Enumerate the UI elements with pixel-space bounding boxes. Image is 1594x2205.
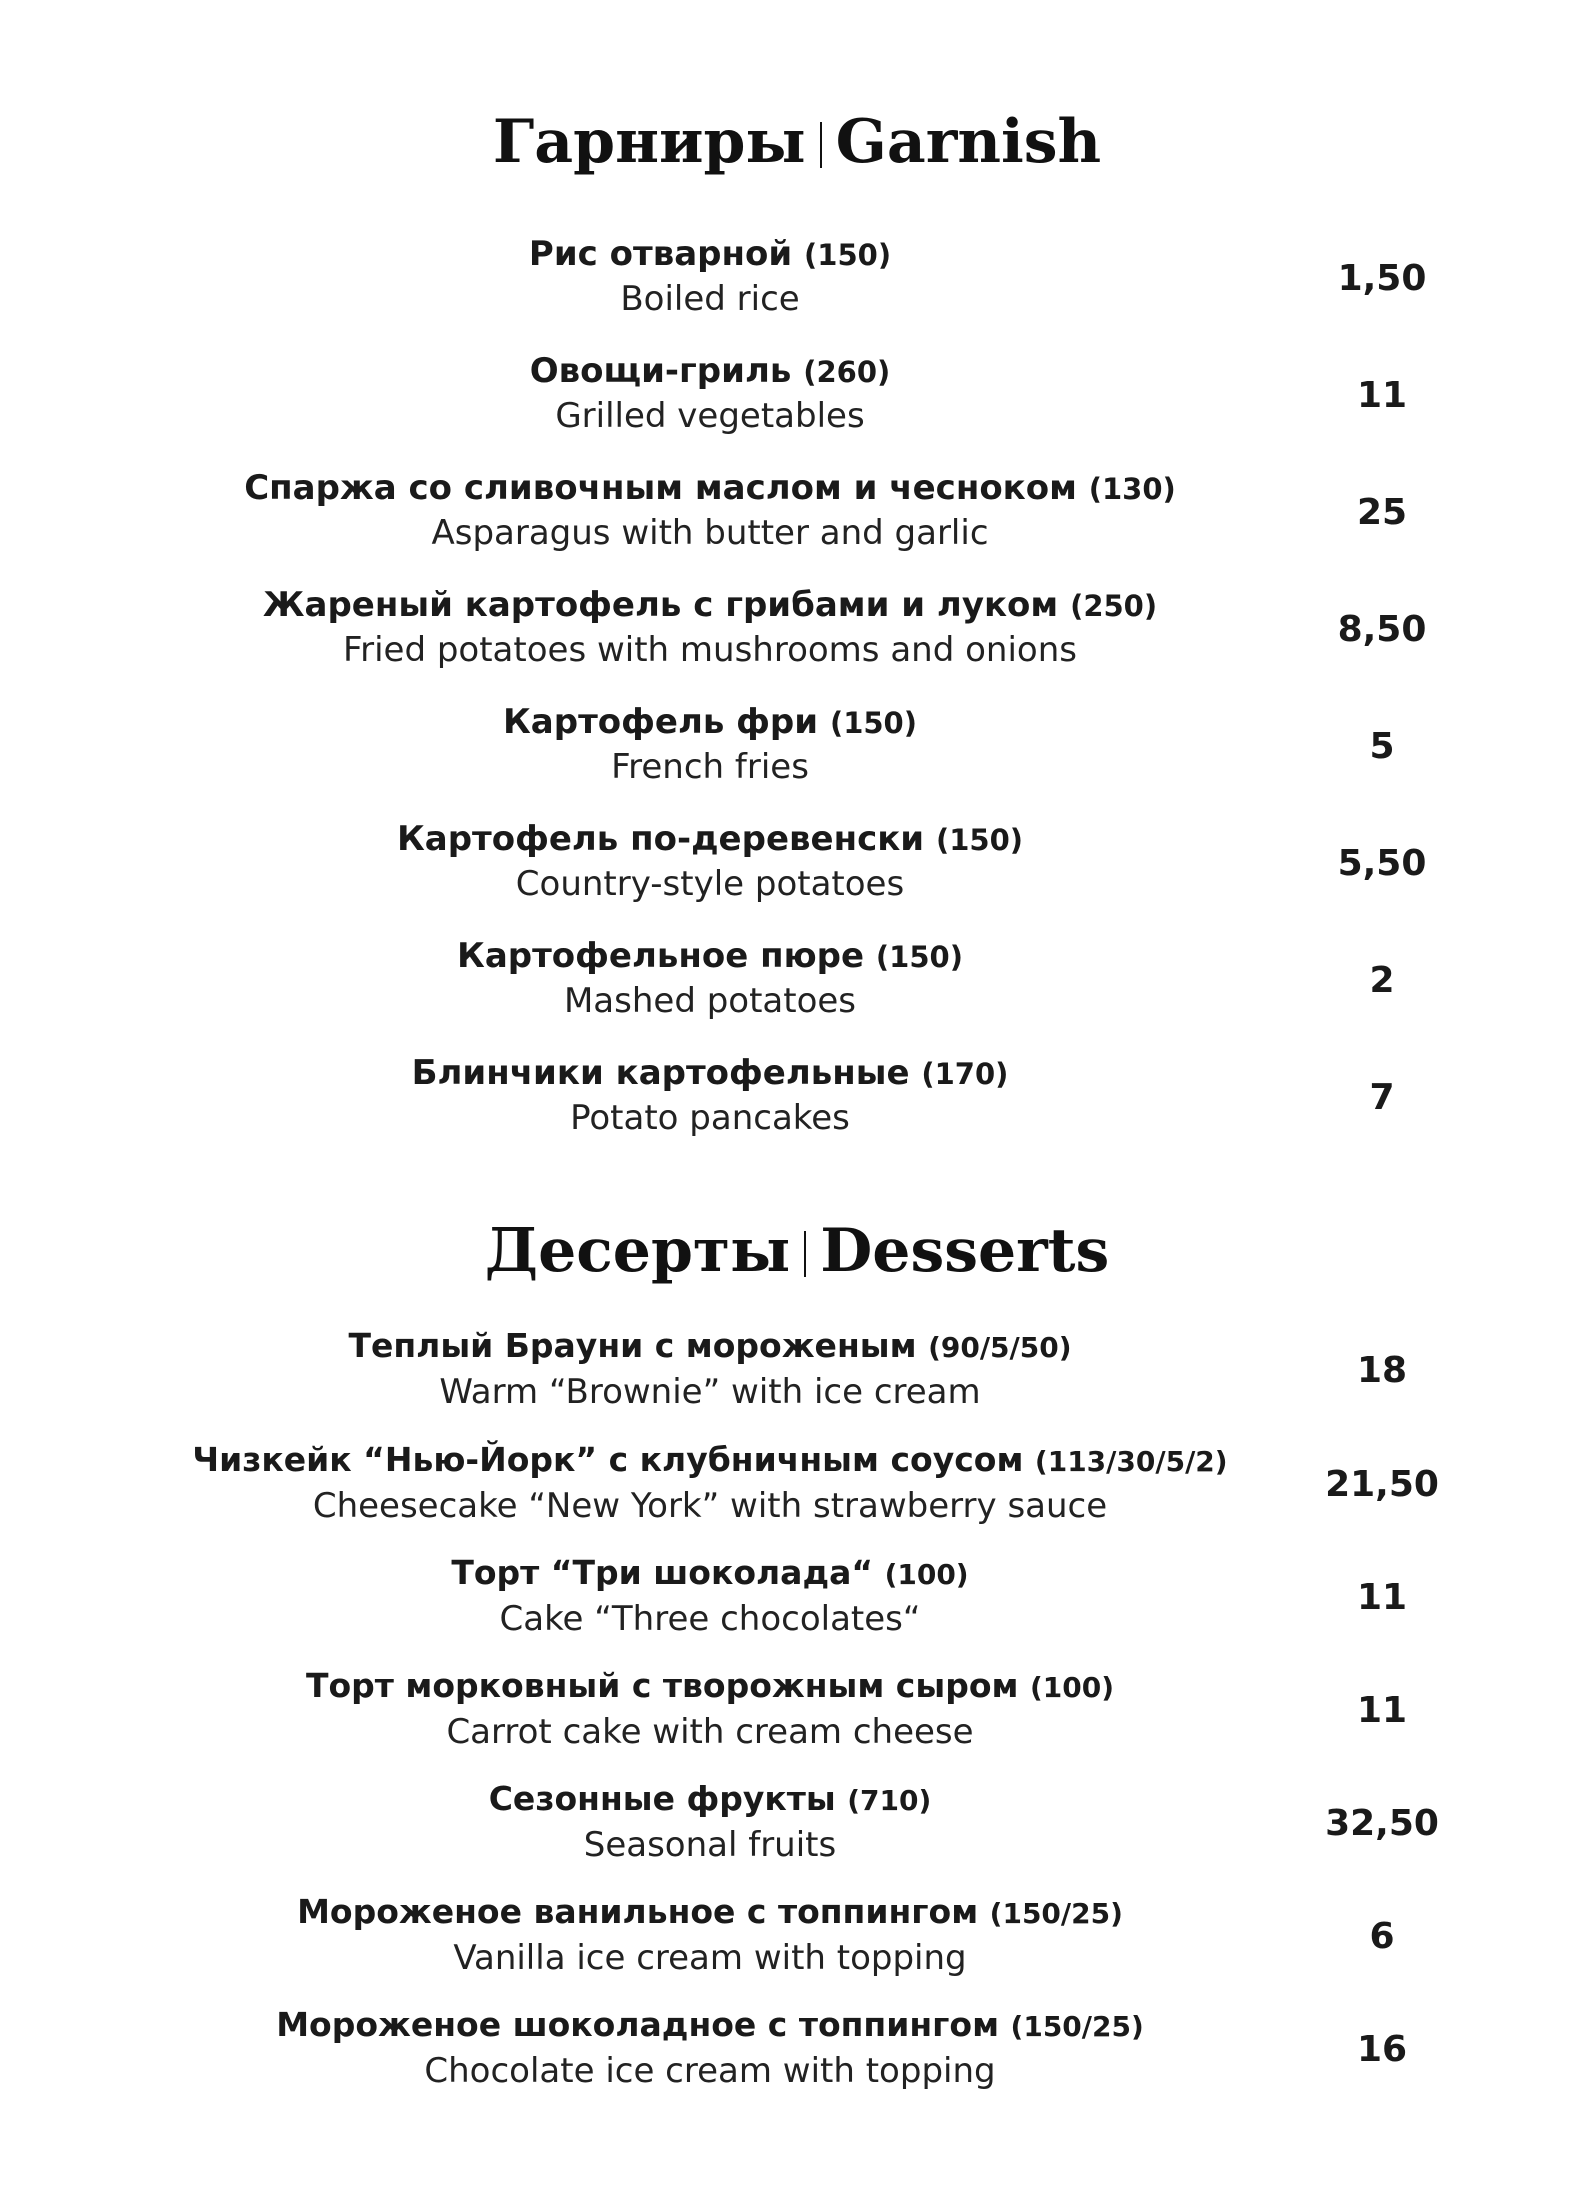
item-price: 8,50 (1337, 609, 1427, 650)
item-name-en: French fries (611, 747, 809, 787)
item-price: 21,50 (1325, 1464, 1439, 1505)
menu-item (0, 1438, 1594, 1534)
item-price: 32,50 (1325, 1803, 1439, 1844)
menu-item (0, 700, 1594, 796)
item-name-ru: Чизкейк “Нью-Йорк” с клубничным соусом (113/30/5/2) (192, 1440, 1228, 1479)
title-separator (804, 1231, 806, 1277)
item-price: 11 (1356, 1690, 1408, 1731)
item-price: 5,50 (1337, 843, 1427, 884)
item-name-en: Mashed potatoes (563, 981, 857, 1021)
item-name-en: Seasonal fruits (583, 1825, 837, 1865)
menu-item (0, 1890, 1594, 1986)
item-weight: (100) (884, 1558, 969, 1591)
item-name-ru: Рис отварной (150) (528, 234, 892, 274)
menu-item (0, 583, 1594, 679)
item-name-en: Chocolate ice cream with topping (424, 2051, 996, 2091)
item-name-en: Vanilla ice cream with topping (453, 1938, 967, 1978)
desserts-title-en: Desserts (820, 1216, 1110, 1286)
item-weight: (710) (847, 1784, 932, 1817)
item-weight: (260) (803, 355, 891, 389)
item-price: 7 (1369, 1077, 1395, 1118)
item-name-en: Carrot cake with cream cheese (446, 1712, 974, 1752)
item-name-ru: Блинчики картофельные (170) (411, 1053, 1009, 1093)
item-weight: (90/5/50) (928, 1331, 1072, 1364)
item-name-en: Potato pancakes (570, 1098, 850, 1138)
menu-item (0, 1324, 1594, 1420)
item-price: 6 (1369, 1916, 1395, 1957)
item-weight: (113/30/5/2) (1034, 1445, 1228, 1478)
item-name-ru: Торт морковный с творожным сыром (100) (305, 1666, 1115, 1705)
item-weight: (150/25) (1010, 2010, 1144, 2043)
item-price: 18 (1356, 1350, 1408, 1391)
item-name-en: Boiled rice (620, 279, 800, 319)
item-name-ru: Спаржа со сливочным маслом и чесноком (130) (244, 468, 1176, 508)
item-weight: (150/25) (989, 1897, 1123, 1930)
item-name-en: Grilled vegetables (555, 396, 865, 436)
item-name-en: Asparagus with butter and garlic (431, 513, 989, 553)
menu-item (0, 2003, 1594, 2099)
item-weight: (170) (921, 1057, 1009, 1091)
item-name-ru: Картофель по-деревенски (150) (396, 819, 1024, 859)
item-name-en: Warm “Brownie” with ice cream (439, 1372, 981, 1412)
item-price: 5 (1369, 726, 1395, 767)
item-name-ru: Сезонные фрукты (710) (488, 1779, 932, 1818)
item-name-ru: Мороженое шоколадное с топпингом (150/25) (276, 2005, 1144, 2044)
item-name-en: Fried potatoes with mushrooms and onions (343, 630, 1077, 670)
item-price: 25 (1356, 492, 1408, 533)
item-weight: (100) (1029, 1671, 1115, 1704)
menu-item (0, 1777, 1594, 1873)
menu-item (0, 1551, 1594, 1647)
menu-item (0, 1664, 1594, 1760)
menu-item (0, 349, 1594, 445)
desserts-section-title (0, 1216, 1594, 1286)
item-name-en: Cake “Three chocolates“ (499, 1599, 921, 1639)
item-name-ru: Мороженое ванильное с топпингом (150/25) (297, 1892, 1123, 1931)
menu-item (0, 934, 1594, 1030)
item-price: 2 (1369, 960, 1395, 1001)
menu-item (0, 232, 1594, 328)
item-weight: (130) (1088, 472, 1176, 506)
desserts-title-ru: Десерты (484, 1216, 791, 1286)
item-weight: (250) (1070, 589, 1158, 623)
item-price: 1,50 (1337, 258, 1427, 299)
item-name-en: Country-style potatoes (515, 864, 905, 904)
menu-item (0, 1051, 1594, 1147)
item-name-ru: Овощи-гриль (260) (529, 351, 891, 391)
item-weight: (150) (935, 823, 1024, 857)
title-separator (820, 122, 822, 168)
item-name-ru: Торт “Три шоколада“ (100) (451, 1553, 969, 1592)
garnish-title-en: Garnish (835, 107, 1102, 177)
garnish-title-ru: Гарниры (492, 107, 806, 177)
menu-item (0, 466, 1594, 562)
item-weight: (150) (829, 706, 917, 740)
item-weight: (150) (875, 940, 963, 974)
item-name-ru: Теплый Брауни с мороженым (90/5/50) (348, 1326, 1072, 1365)
item-name-ru: Картофельное пюре (150) (457, 936, 963, 976)
item-price: 11 (1356, 1577, 1408, 1618)
item-name-en: Cheesecake “New York” with strawberry sauce (312, 1486, 1108, 1526)
item-price: 11 (1356, 375, 1408, 416)
garnish-section-title (0, 107, 1594, 177)
item-name-ru: Жареный картофель с грибами и луком (250) (262, 585, 1158, 625)
item-weight: (150) (804, 238, 892, 272)
item-price: 16 (1356, 2029, 1408, 2070)
item-name-ru: Картофель фри (150) (503, 702, 917, 742)
menu-item (0, 817, 1594, 913)
